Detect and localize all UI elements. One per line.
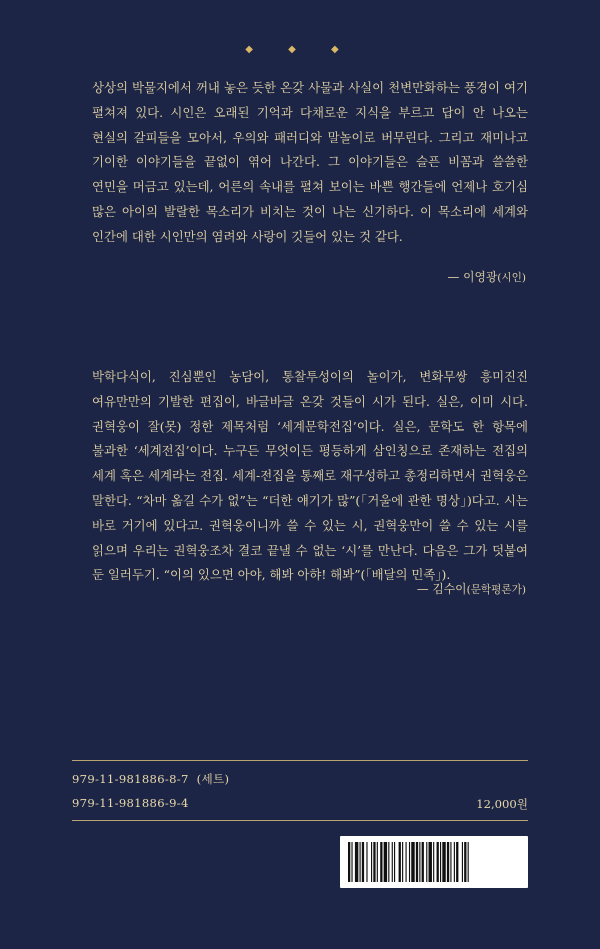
review-1-author: — 이영광 [447,270,498,284]
barcode-icon [340,836,528,888]
barcode-bar [360,842,361,882]
barcode-bar [454,842,455,882]
review-2-author: — 김수이 [416,582,467,596]
barcode-bar [377,842,378,882]
isbn-set: 979-11-981886-8-7 (세트) [72,772,230,786]
barcode-bar [392,842,393,882]
review-1-credit [448,268,526,285]
isbn: 979-11-981886-9-4 [72,796,189,810]
barcode-bar [422,842,424,882]
barcode-bar [409,842,410,882]
barcode-bar [362,842,364,882]
barcode-bar [384,842,387,882]
barcode-bar [450,842,451,882]
barcode-bar [456,842,458,882]
barcode-bar [355,842,358,882]
barcode-bar [419,842,420,882]
barcode-bar [411,842,414,882]
barcode-bar [447,842,449,882]
barcode-bar [388,842,389,882]
barcode-bar [399,842,401,882]
barcode-bar [440,842,441,882]
ornament-dots: ◆ ◆ ◆ [245,44,355,55]
barcode-bar [380,842,382,882]
barcode-bar [348,842,350,882]
barcode-bar [429,842,432,882]
barcode-bar [406,842,407,882]
barcode-bar [394,842,395,882]
divider-bottom [72,820,528,821]
review-1-role: (시인) [497,272,526,284]
barcode-bar [442,842,445,882]
barcode-bar [426,842,427,882]
barcode [340,836,528,888]
barcode-bar [366,842,367,882]
barcode-bar [371,842,372,882]
price: 12,000원 [476,797,528,811]
barcode-bar [462,842,463,882]
barcode-bar [351,842,352,882]
review-2-text: 박학다식이, 진심뿐인 농담이, 통찰투성이의 놀이가, 변화무쌍 흥미진진 여유만만의 기발한 편집이, 바글바글 온갖 것들이 시가 된다. 실은, 이미 시다. 권혁웅이 잘(못) 정한 제목처럼 ‘세계문학전집’이다. 실은, 문학도 한 항목에 불과한 ‘세계전집’이다. 누구든 무엇이든 평등하게 삼인칭으로 존재하는 전집의 세계 혹은 세계라는 전집. 세계-전집을 통째로 재구성하고 총정리하면서 권혁웅은 말한다. “차마 옮길 수가 없”는 “더한 얘기가 많”(「거울에 관한 명상」)다고. 시는 바로 거기에 있다고. 권혁웅이니까 쓸 수 있는 시, 권혁웅만이 쓸 수 있는 시를 읽으며 우리는 권혁웅조차 결코 끝낼 수 없는 ‘시’를 만난다. 다음은 그가 덧붙여 둔 일러두기. “이의 있으면 아야, 해봐 아햐! 해봐”(「배달의 민족」). [92,369,528,583]
barcode-bar [464,842,466,882]
barcode-bar [437,842,439,882]
barcode-bar [433,842,434,882]
review-2-credit [417,580,526,597]
divider-top [72,760,528,761]
review-2-role: (문학평론가) [466,584,526,596]
review-1-text: 상상의 박물지에서 꺼내 놓은 듯한 온갖 사물과 사실이 천변만화하는 풍경이 여기 펼쳐져 있다. 시인은 오래된 기억과 다채로운 지식을 부르고 답이 안 나오는 현실의 갈피들을 모아서, 우의와 패러디와 말놀이로 버무린다. 그리고 재미나고 기이한 이야기들을 끝없이 엮어 나간다. 그 이야기들은 슬픈 비꼼과 쓸쓸한 연민을 머금고 있는데, 어른의 속내를 펼쳐 보이는 바쁜 행간들에 언제나 호기심 많은 아이의 발랄한 목소리가 비치는 것이 나는 신기하다. 이 목소리에 세계와 인간에 대한 시인만의 염려와 사랑이 깃들어 있는 것 같다. [92,80,528,244]
barcode-bar [468,842,469,882]
barcode-bar [373,842,375,882]
barcode-bar [416,842,418,882]
barcode-bar [402,842,403,882]
